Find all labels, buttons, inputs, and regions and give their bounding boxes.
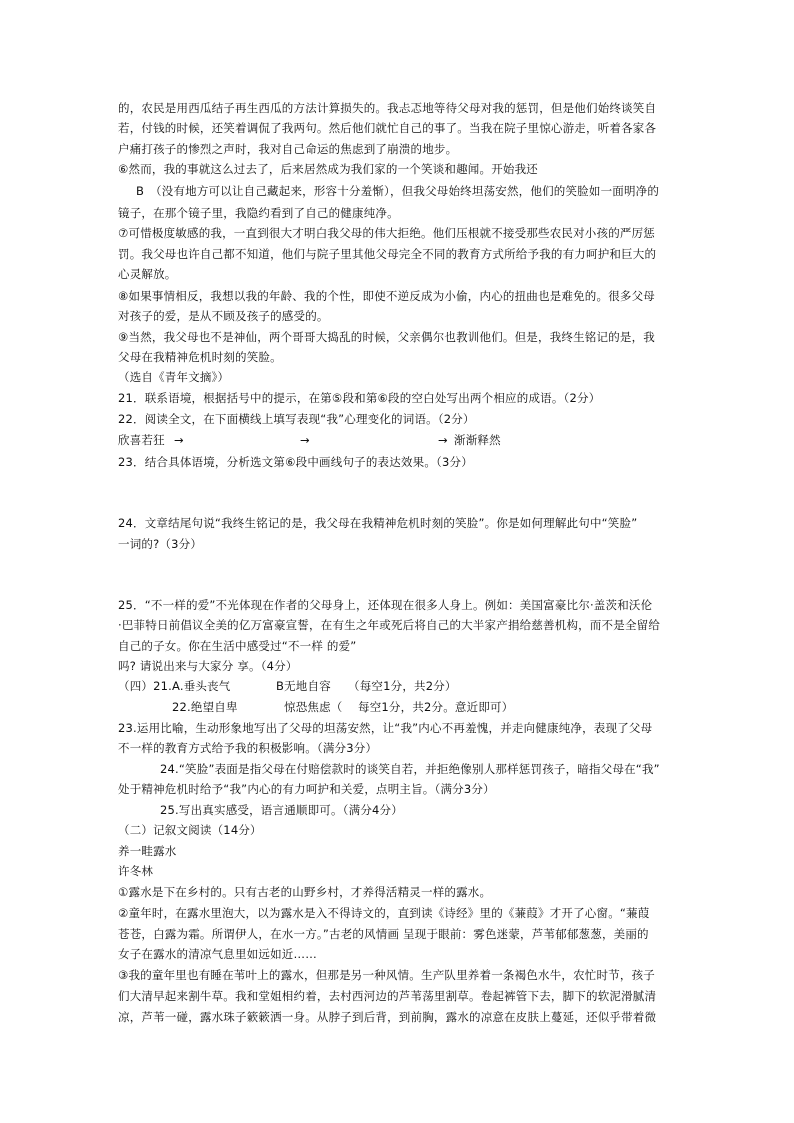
question-21: 21．联系语境，根据括号中的提示，在第⑤段和第⑥段的空白处写出两个相应的成语。（2分） xyxy=(118,391,601,405)
article-paragraph: 们大清早起来割牛草。我和堂姐相约着，去村西河边的芦苇荡里割草。卷起裤管下去，脚下的软泥滑腻清 xyxy=(118,989,657,1003)
article-paragraph: 苍苍，白露为霜。所谓伊人，在水一方。”古老的风情画 呈现于眼前：雾色迷蒙，芦苇郁郁葱葱，美丽的 xyxy=(118,927,649,941)
article-author: 许冬林 xyxy=(118,864,154,878)
question-23: 23．结合具体语境，分析选文第⑥段中画线句子的表达效果。（3分） xyxy=(118,455,473,469)
answer-21-note: （每空1分，共2分） xyxy=(348,679,457,693)
passage-line: ⑧如果事情相反，我想以我的年龄、我的个性，即使不逆反成为小偷，内心的扭曲也是难免的。很多父母 xyxy=(118,289,656,303)
question-24: 24．文章结尾句说“我终生铭记的是，我父母在我精神危机时刻的笑脸”。你是如何理解此句中“笑脸” xyxy=(118,516,638,530)
question-25: 吗? 请说出来与大家分 享。（4分） xyxy=(118,659,298,673)
end-word: 渐渐释然 xyxy=(454,433,501,447)
passage-line: 若，付钱的时候，还笑着调侃了我两句。然后他们就忙自己的事了。当我在院子里惊心游走，听着各家各 xyxy=(118,121,657,135)
answer-21 xyxy=(118,676,457,696)
passage-line: 心灵解放。 xyxy=(118,267,177,281)
answer-21-b: B无地自容 xyxy=(276,679,331,693)
passage-line: B （没有地方可以让自己藏起来，形容十分羞惭），但我父母始终坦荡安然，他们的笑脸如一面明净的 xyxy=(136,184,660,198)
arrow-icon: → xyxy=(438,433,448,447)
passage-line: ⑥然而，我的事就这么过去了，后来居然成为我们家的一个笑谈和趣闻。开始我还 xyxy=(118,162,539,176)
answer-24: 处于精神危机时给予“我”内心的有力呵护和关爱，点明主旨。（满分3分） xyxy=(118,782,495,796)
question-24: 一词的?（3分） xyxy=(118,537,203,551)
question-25: ·巴菲特日前倡议全美的亿万富豪宣誓，在有生之年或死后将自己的大半家产捐给慈善机构，而不是全留给 xyxy=(118,618,661,632)
answer-22-b: 惊恐焦虑（ xyxy=(284,700,343,714)
article-paragraph: ①露水是下在乡村的。只有古老的山野乡村，才养得活精灵一样的露水。 xyxy=(118,885,492,899)
answer-25: 25.写出真实感受，语言通顺即可。（满分4分） xyxy=(160,803,403,817)
article-paragraph: ③我的童年里也有睡在苇叶上的露水，但那是另一种风情。生产队里养着一条褐色水牛，农忙时节，孩子 xyxy=(118,968,656,982)
passage-line: 对孩子的爱，是从不顾及孩子的感受的。 xyxy=(118,309,329,323)
arrow-icon: → xyxy=(300,433,310,447)
article-paragraph: ②童年时，在露水里泡大，以为露水是入不得诗文的，直到读《诗经》里的《蒹葭》才开了心窗。“蒹葭 xyxy=(118,906,650,920)
passage-line: 的，农民是用西瓜结子再生西瓜的方法计算损失的。我忐忑地等待父母对我的惩罚，但是他们始终谈笑自 xyxy=(118,101,657,115)
passage-line: 镜子，在那个镜子里，我隐约看到了自己的健康纯净。 xyxy=(118,206,399,220)
question-25: 25．“不一样的爱”不光体现在作者的父母身上，还体现在很多人身上。例如：美国富豪比尔·盖茨和沃伦 xyxy=(118,598,653,612)
source-note: （选自《青年文摘》） xyxy=(118,370,230,384)
question-25: 自己的子女。你在生活中感受过“不一样 的爱” xyxy=(118,639,357,653)
answer-23: 23.运用比喻，生动形象地写出了父母的坦荡安然，让“我”内心不再羞愧，并走向健康纯净，表现了父母 xyxy=(118,721,653,735)
article-title: 养一畦露水 xyxy=(118,844,177,858)
question-22-blanks xyxy=(118,430,501,450)
passage-line: 罚。我父母也许自己都不知道，他们与院子里其他父母完全不同的教育方式所给予我的有力呵护和巨大的 xyxy=(118,247,657,261)
answer-22-note: 每空1分，共2分。意近即可） xyxy=(358,700,514,714)
answer-22-a: 22.绝望自卑 xyxy=(172,700,238,714)
answer-21-a: （四）21.A.垂头丧气 xyxy=(118,679,231,693)
question-22: 22．阅读全文，在下面横线上填写表现“我”心理变化的词语。（2分） xyxy=(118,412,475,426)
passage-line: 父母在我精神危机时刻的笑脸。 xyxy=(118,350,282,364)
arrow-icon: → xyxy=(174,433,184,447)
passage-line: ⑦可惜极度敏感的我，一直到很大才明白我父母的伟大拒绝。他们压根就不接受那些农民对小孩的严厉惩 xyxy=(118,226,656,240)
section-heading: （二）记叙文阅读（14分） xyxy=(118,823,262,837)
passage-line: ⑨当然，我父母也不是神仙，两个哥哥大捣乱的时候，父亲偶尔也教训他们。但是，我终生铭记的是，我 xyxy=(118,330,656,344)
start-word: 欣喜若狂 xyxy=(118,433,165,447)
article-paragraph: 女子在露水的清凉气息里如远如近…… xyxy=(118,947,317,961)
answer-23: 不一样的教育方式给予我的积极影响。（满分3分） xyxy=(118,741,378,755)
answer-22 xyxy=(172,697,514,717)
answer-24: 24.“笑脸”表面是指父母在付赔偿款时的谈笑自若，并拒绝像别人那样惩罚孩子，暗指父母在“我” xyxy=(160,762,660,776)
passage-line: 户痛打孩子的惨烈之声时，我对自己命运的焦虑到了崩溃的地步。 xyxy=(118,142,458,156)
article-paragraph: 凉，芦苇一碰，露水珠子簌簌洒一身。从脖子到后背，到前胸，露水的凉意在皮肤上蔓延，还似乎带着微 xyxy=(118,1010,657,1024)
